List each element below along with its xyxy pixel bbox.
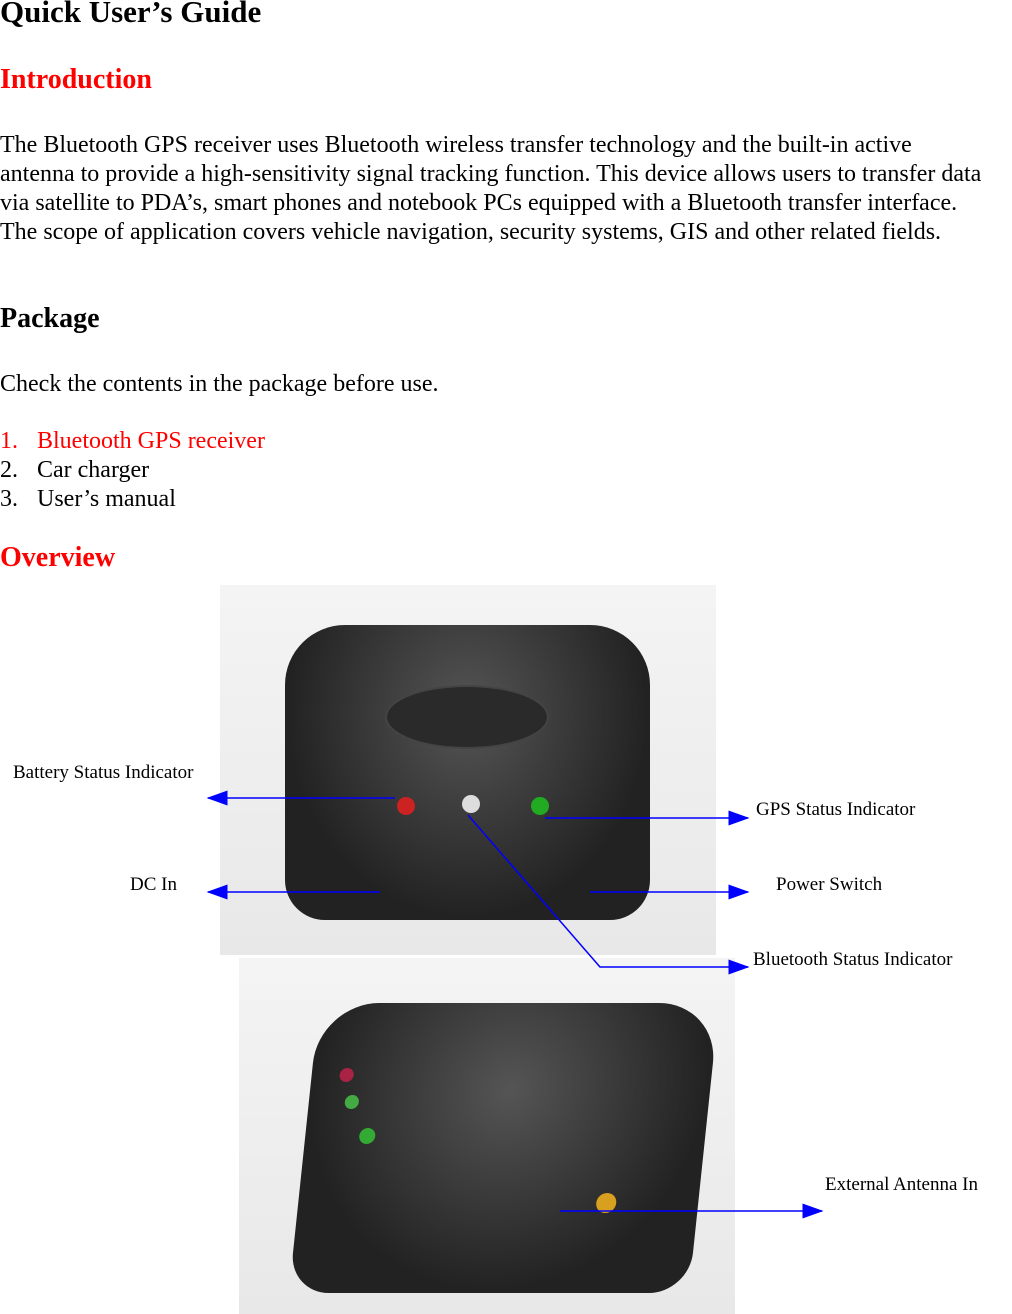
list-item: 2. Car charger	[0, 457, 150, 483]
bluetooth-status-label: Bluetooth Status Indicator	[753, 949, 953, 970]
battery-status-label: Battery Status Indicator	[13, 762, 194, 783]
package-text: Check the contents in the package before use.	[0, 371, 439, 397]
external-antenna-label: External Antenna In	[825, 1174, 979, 1195]
intro-heading: Introduction	[0, 64, 152, 95]
intro-line: antenna to provide a high-sensitivity signal tracking function. This device allows users to transfer data	[0, 161, 982, 187]
list-item: 1. Bluetooth GPS receiver	[0, 428, 265, 454]
intro-line: The Bluetooth GPS receiver uses Bluetooth wireless transfer technology and the built-in active	[0, 132, 912, 158]
dc-in-label: DC In	[130, 874, 177, 895]
gps-status-label: GPS Status Indicator	[756, 799, 916, 820]
page-title: Quick User’s Guide	[0, 0, 262, 29]
package-heading: Package	[0, 303, 100, 334]
intro-line: The scope of application covers vehicle navigation, security systems, GIS and other related fields.	[0, 219, 942, 245]
overview-heading: Overview	[0, 542, 116, 573]
power-switch-label: Power Switch	[776, 874, 883, 895]
intro-line: via satellite to PDA’s, smart phones and notebook PCs equipped with a Bluetooth transfer interface.	[0, 190, 958, 216]
list-item: 3. User’s manual	[0, 486, 176, 512]
